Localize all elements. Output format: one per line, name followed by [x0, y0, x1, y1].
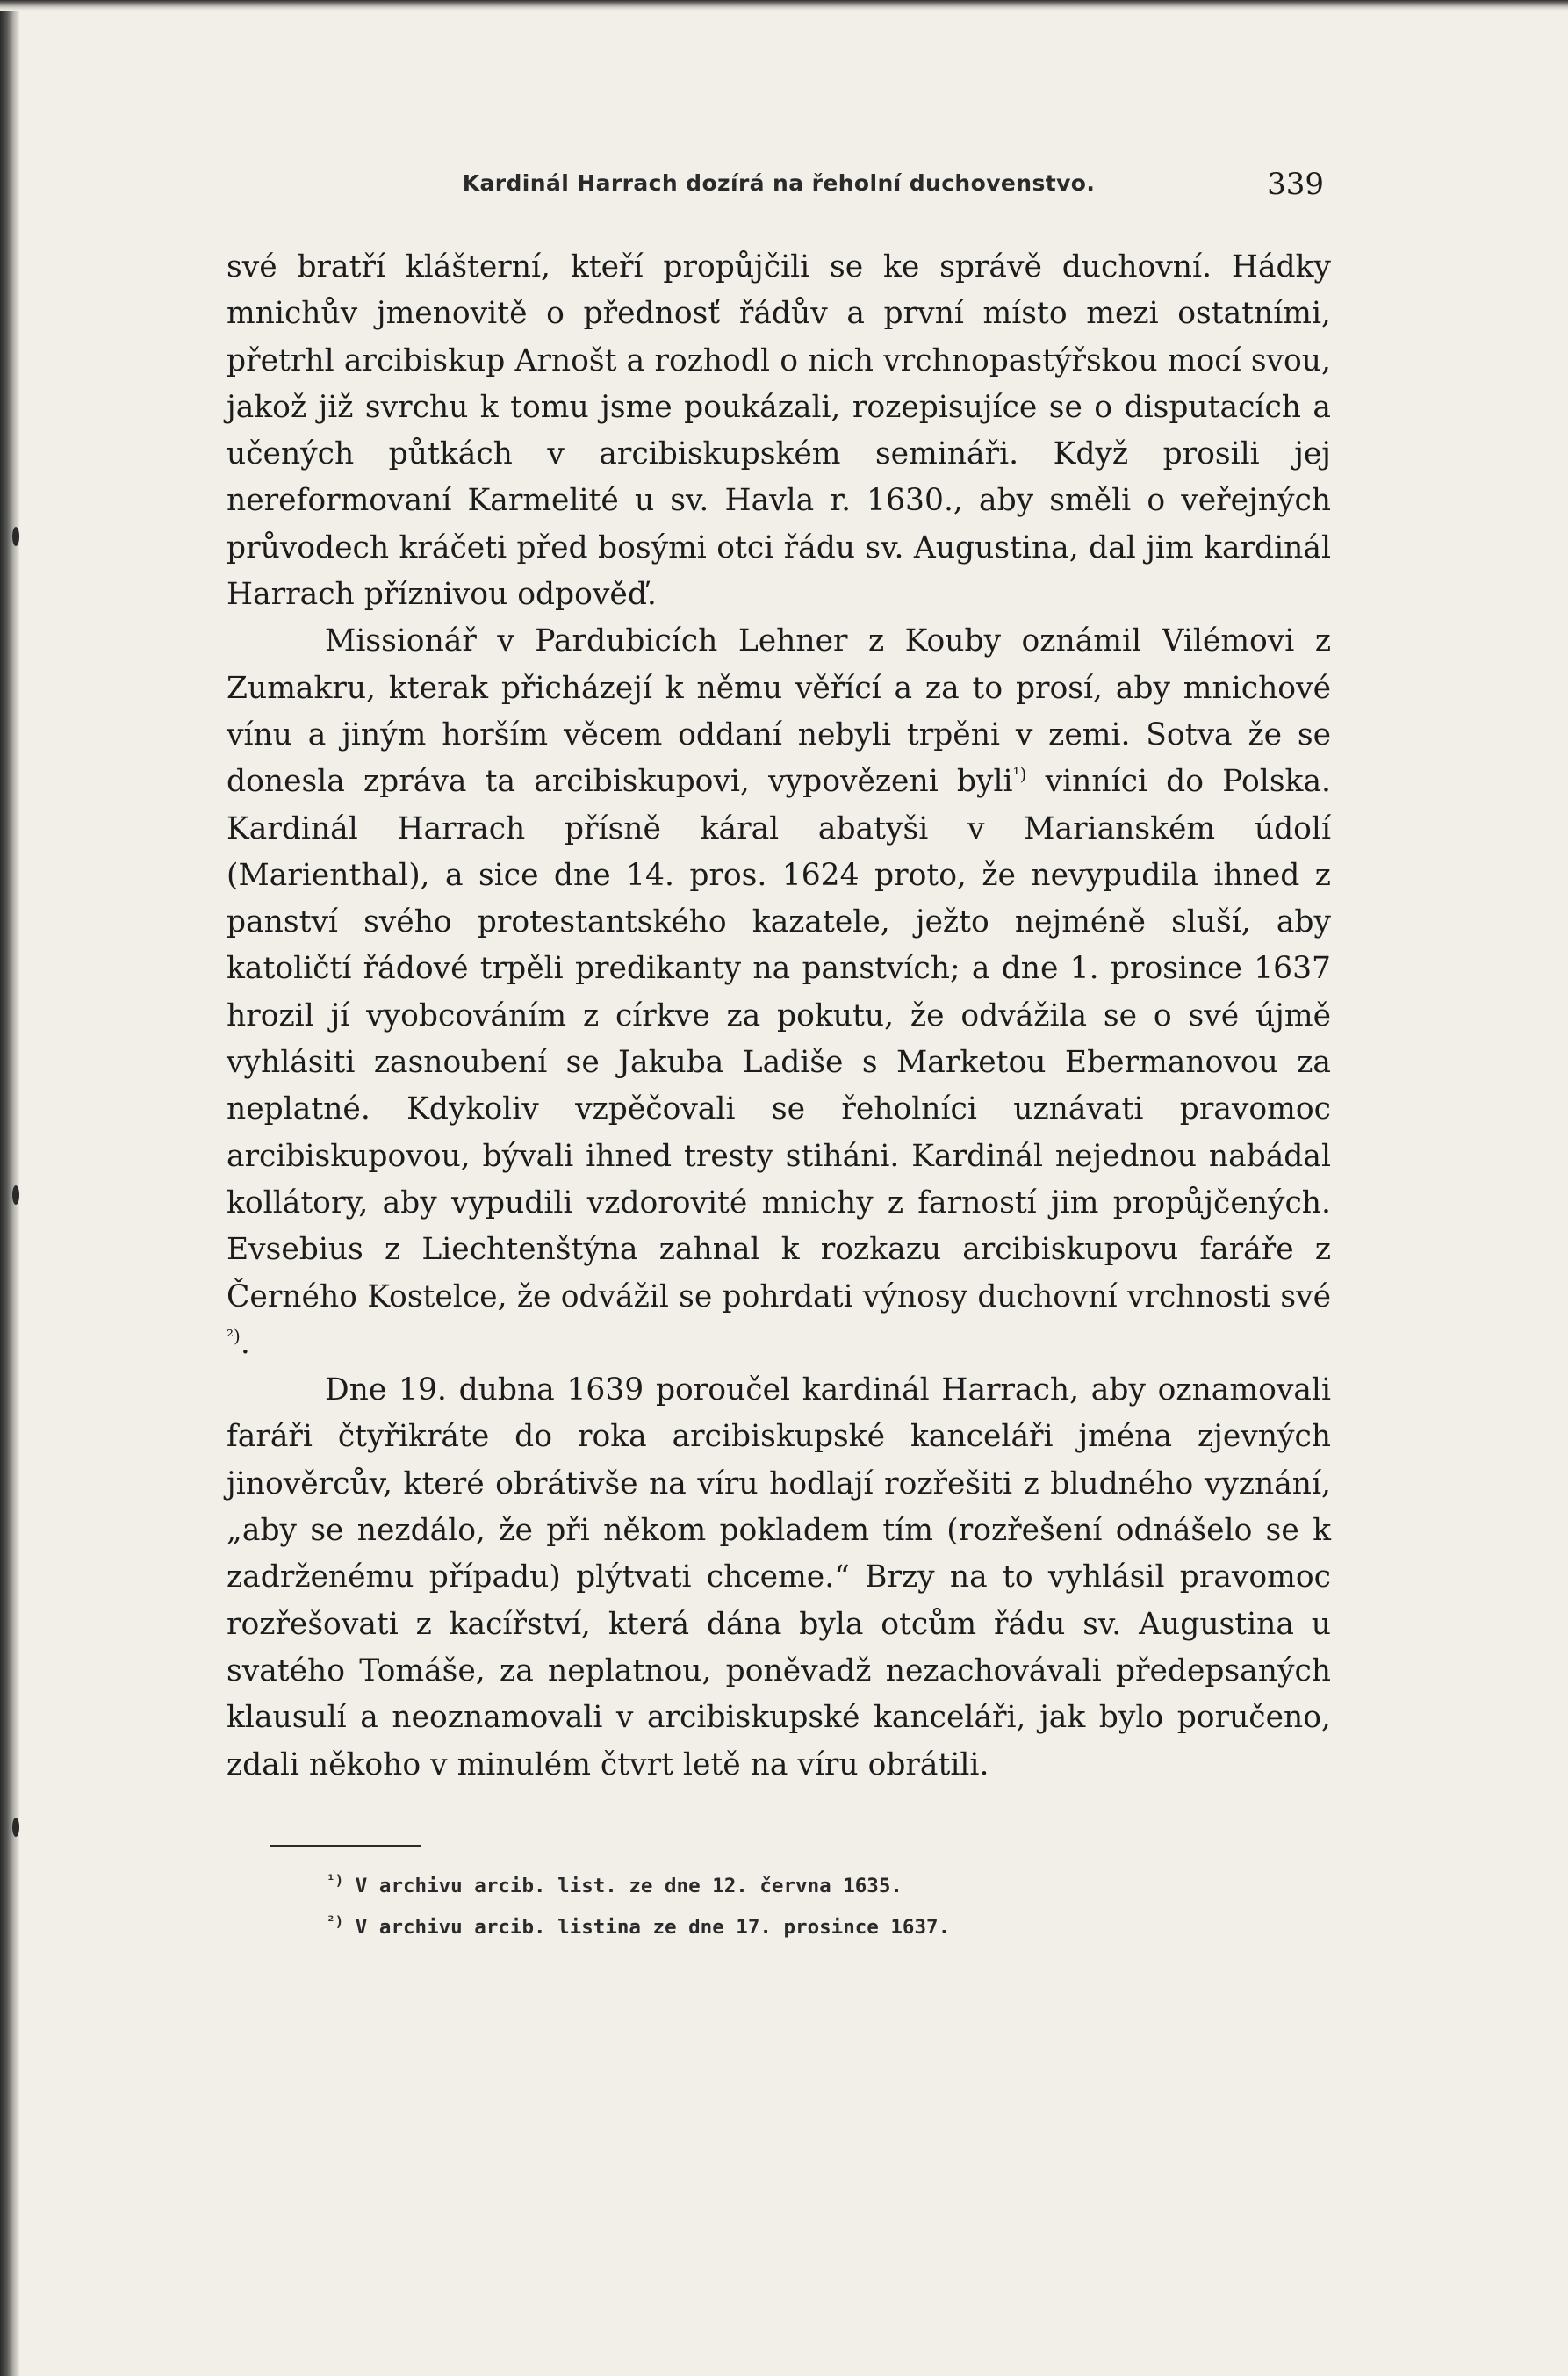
footnote-1-marker: ¹) — [327, 1871, 344, 1889]
footnote-2-marker: ²) — [327, 1912, 344, 1930]
footnote-1 — [327, 1866, 1331, 1907]
paragraph-2 — [227, 618, 1331, 1367]
body-text — [227, 244, 1331, 1789]
footnote-1-text: V archivu arcib. list. ze dne 12. června 1635. — [343, 1874, 903, 1897]
top-edge — [0, 0, 1568, 11]
footnote-2 — [327, 1907, 1331, 1948]
footnote-ref-2[interactable]: ²) — [227, 1325, 241, 1347]
paragraph-2-end: . — [240, 1325, 250, 1361]
paragraph-3 — [227, 1367, 1331, 1789]
running-head — [227, 167, 1331, 211]
paragraph-2-text-cont: vinníci do Polska. Kardinál Harrach přísně káral abatyši v Marianském údolí (Marienthal), a sice dne 14. pros. 1624 proto, že nevypudila ihned z panství svého protestantského kazatele, ježto nejméně sluší, aby katoličtí řádové trpěli predikanty na panstvích; a dne 1. prosince 1637 hrozil jí vyobcováním z církve za pokutu, že odvážila se o své újmě vyhlásiti zasnoubení se Jakuba Ladiše s Marketou Ebermanovou za neplatné. Kdykoliv vzpěčovali se řeholníci uznávati pravomoc arcibiskupovou, bývali ihned tresty stiháni. Kardinál nejednou nabádal kollátory, aby vypudili vzdorovité mnichy z farností jim propůjčených. Evsebius z Liechtenštýna zahnal k rozkazu arcibiskupovu faráře z Černého Kostelce, že odvážil se pohrdati výnosy duchovní vrchnosti své — [227, 764, 1331, 1314]
page-number: 339 — [1267, 167, 1324, 202]
footnote-rule — [270, 1845, 421, 1847]
footnote-2-text: V archivu arcib. listina ze dne 17. prosince 1637. — [343, 1915, 951, 1939]
scan-speck — [12, 1185, 19, 1205]
scan-speck — [12, 1818, 19, 1837]
scan-speck — [12, 527, 19, 546]
paragraph-1-text: své bratří klášterní, kteří propůjčili se ke správě duchovní. Hádky mnichův jmenovitě o přednosť řádův a první místo mezi ostatními, přetrhl arcibiskup Arnošt a rozhodl o nich vrchnopastýřskou mocí svou, jakož již svrchu k tomu jsme poukázali, rozepisujíce se o disputacích a učených půtkách v arcibiskupském semináři. Když prosili jej nereformovaní Karmelité u sv. Havla r. 1630., aby směli o veřejných průvodech kráčeti před bosými otci řádu sv. Augustina, dal jim kardinál Harrach příznivou odpověď. — [227, 249, 1331, 613]
running-title: Kardinál Harrach dozírá na řeholní duchovenstvo. — [462, 170, 1096, 196]
paragraph-2-text: Missionář v Pardubicích Lehner z Kouby oznámil Vilémovi z Zumakru, kterak přicházejí k němu věřící a za to prosí, aby mnichové vínu a jiným horším věcem oddaní nebyli trpěni v zemi. Sotva že se donesla zpráva ta arcibiskupovi, vypovězeni byli — [227, 623, 1331, 800]
page-content — [227, 167, 1331, 1948]
footnote-ref-1[interactable]: ¹) — [1012, 763, 1027, 785]
paragraph-1 — [227, 244, 1331, 618]
paragraph-3-text: Dne 19. dubna 1639 poroučel kardinál Harrach, aby oznamovali faráři čtyřikráte do roka arcibiskupské kanceláři jména zjevných jinověrcův, které obrátivše na víru hodlají rozřešiti z bludného vyznání, „aby se nezdálo, že při někom pokladem tím (rozřešení odnášelo se k zadrženému případu) plýtvati chceme.“ Brzy na to vyhlásil pravomoc rozřešovati z kacířství, která dána byla otcům řádu sv. Augustina u svatého Tomáše, za neplatnou, poněvadž nezachovávali předepsaných klausulí a neoznamovali v arcibiskupské kanceláři, jak bylo poručeno, zdali někoho v minulém čtvrt letě na víru obrátili. — [227, 1372, 1331, 1782]
footnotes — [227, 1866, 1331, 1948]
